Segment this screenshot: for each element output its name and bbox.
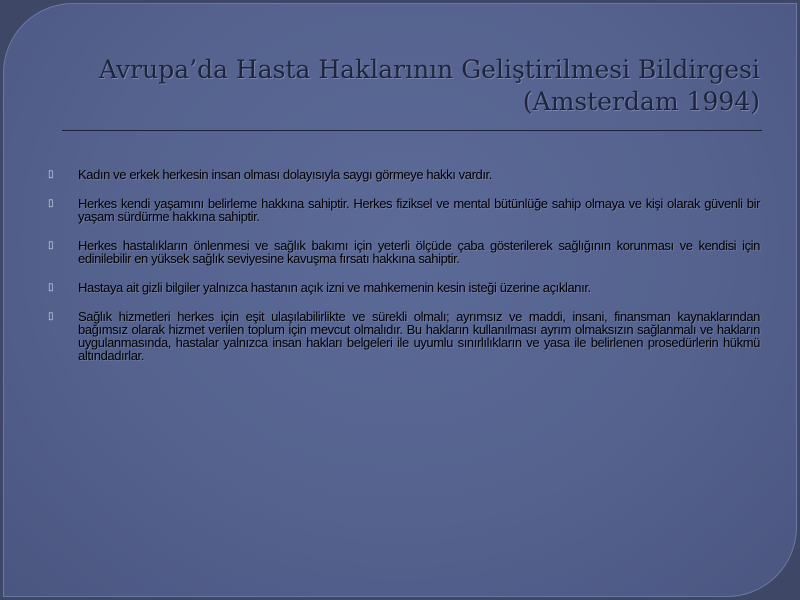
bullet-text: Herkes hastalıkların önlenmesi ve sağlık bakımı için yeterli ölçüde çaba gösterilerek sağlığının korunması ve kendisi için edinilebilir en yüksek sağlık seviyesine kavuşma fırsatı hakkına sahiptir. (78, 238, 760, 266)
slide-panel (3, 3, 797, 597)
bullet-item (48, 168, 760, 181)
bullet-item (48, 310, 760, 362)
title-line-2: (Amsterdam 1994) (522, 87, 760, 116)
title-line-1: Avrupa’da Hasta Haklarının Geliştirilmesi Bildirgesi (99, 55, 760, 84)
bullet-marker-icon: ▯ (48, 198, 54, 209)
bullet-text: Sağlık hizmetleri herkes için eşit ulaşılabilirlikte ve sürekli olmalı; ayrımsız ve maddi, insani, finansman kaynaklarından bağımsız olarak hizmet verilen toplum için mevcut olmalıdır. Bu hakların kullanılması ayrım olmaksızın sağlanmalı ve hakların uygulanmasında, hastalar yalnızca insan hakları belgeleri ile uyumlu sınırlılıkların ve yasa ile belirlenen prosedürlerin hükmü altındadırlar. (78, 309, 760, 363)
bullet-list (48, 168, 760, 378)
bullet-item (48, 197, 760, 223)
bullet-text: Kadın ve erkek herkesin insan olması dolayısıyla saygı görmeye hakkı vardır. (78, 167, 492, 182)
bullet-item (48, 239, 760, 265)
bullet-text: Herkes kendi yaşamını belirleme hakkına sahiptir. Herkes fiziksel ve mental bütünlüğe sahip olmaya ve kişi olarak güvenli bir yaşam sürdürme hakkına sahiptir. (78, 196, 760, 224)
slide-title (44, 54, 760, 118)
bullet-marker-icon: ▯ (48, 169, 54, 180)
title-divider (62, 130, 762, 131)
bullet-text: Hastaya ait gizli bilgiler yalnızca hastanın açık izni ve mahkemenin kesin isteği üzerine açıklanır. (78, 280, 591, 295)
bullet-marker-icon: ▯ (48, 282, 54, 293)
bullet-marker-icon: ▯ (48, 240, 54, 251)
bullet-item (48, 281, 760, 294)
bullet-marker-icon: ▯ (48, 311, 54, 322)
